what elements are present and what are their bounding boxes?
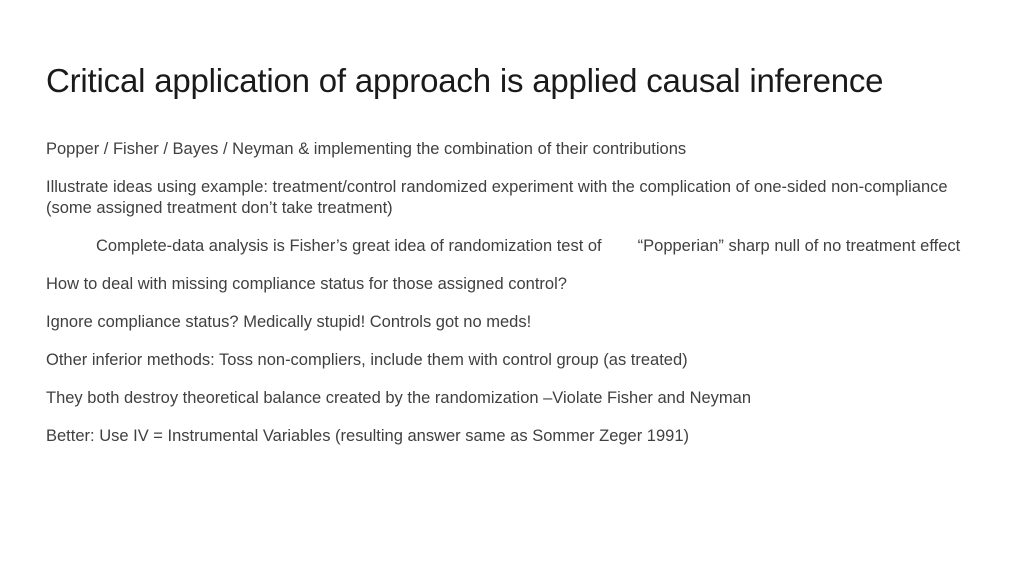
sub-bullet-text-part1: Complete-data analysis is Fisher’s great idea of randomization test of — [96, 237, 602, 255]
bullet-paragraph: Other inferior methods: Toss non-compliers, include them with control group (as treated) — [46, 351, 688, 369]
bullet-paragraph: How to deal with missing compliance status for those assigned control? — [46, 275, 567, 293]
slide-body — [46, 139, 981, 464]
slide-title: Critical application of approach is applied causal inference — [46, 62, 884, 99]
sub-bullet-paragraph — [46, 236, 981, 257]
bullet-paragraph: Illustrate ideas using example: treatment/control randomized experiment with the complication of one-sided non-compliance (some assigned treatment don’t take treatment) — [46, 178, 948, 217]
sub-bullet-text-part2: “Popperian” sharp null of no treatment effect — [637, 237, 961, 255]
bullet-paragraph: Better: Use IV = Instrumental Variables (resulting answer same as Sommer Zeger 1991) — [46, 427, 690, 445]
bullet-paragraph: They both destroy theoretical balance created by the randomization –Violate Fisher and Neyman — [46, 389, 752, 407]
bullet-paragraph: Popper / Fisher / Bayes / Neyman & implementing the combination of their contributions — [46, 140, 687, 158]
bullet-paragraph: Ignore compliance status? Medically stupid! Controls got no meds! — [46, 313, 532, 331]
